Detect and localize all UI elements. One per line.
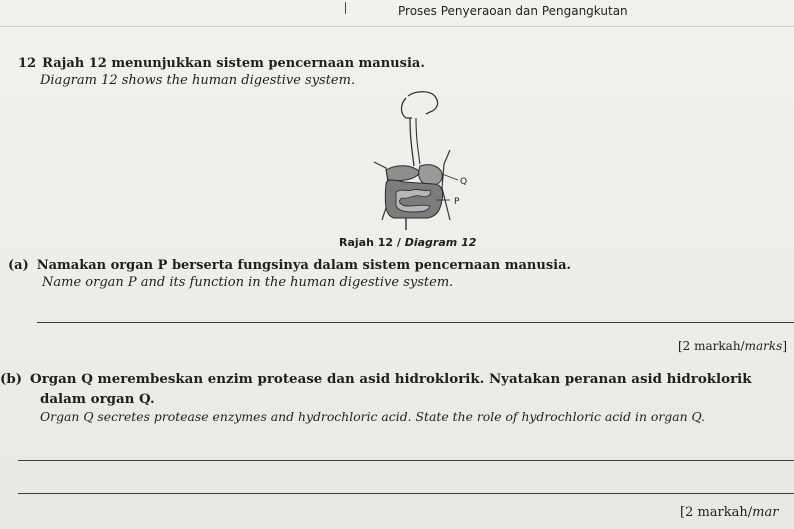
part-a-marks-close: ] <box>782 339 787 353</box>
part-b-answer-line-1[interactable] <box>18 460 794 461</box>
figure-caption-en: Diagram 12 <box>404 236 477 249</box>
mouth-outline <box>402 98 413 118</box>
part-b-marks-ms: [2 markah/ <box>680 505 753 520</box>
page-header <box>0 0 794 27</box>
head-outline <box>408 92 438 114</box>
digestive-system-diagram <box>346 88 506 232</box>
question-title-ms-text: Rajah 12 menunjukkan sistem pencernaan manusia. <box>42 56 425 71</box>
part-b-marks-en: mar <box>752 505 779 520</box>
part-a-answer-line[interactable] <box>37 322 794 323</box>
part-a-marks-en: marks <box>744 339 783 353</box>
part-b-marks <box>680 505 778 520</box>
part-b-answer-line-2[interactable] <box>18 493 794 494</box>
part-b-question-ms-line2: dalam organ Q. <box>40 391 155 407</box>
part-a-marks-ms: [2 markah/ <box>678 339 745 353</box>
figure-caption-ms: Rajah 12 / <box>339 236 405 249</box>
stomach-organ-q <box>419 165 443 186</box>
part-b-question-en: Organ Q secretes protease enzymes and hydrochloric acid. State the role of hydrochloric acid in organ Q. <box>40 409 705 424</box>
liver <box>386 166 420 181</box>
part-a-marks <box>678 339 787 353</box>
part-b-text-ms-line1: Organ Q merembeskan enzim protease dan asid hidroklorik. Nyatakan peranan asid hidroklorik <box>30 371 752 387</box>
header-title: Proses Penyeraoan dan Pengangkutan <box>398 4 628 18</box>
diagram-label-q: Q <box>460 177 468 187</box>
esophagus <box>410 118 414 166</box>
body-right-outline <box>442 150 450 220</box>
part-b-label: (b) <box>0 371 23 387</box>
part-a-text-ms: Namakan organ P berserta fungsinya dalam sistem pencernaan manusia. <box>36 258 572 273</box>
question-number: 12 <box>18 56 37 71</box>
esophagus-inner <box>416 118 420 164</box>
question-title-ms <box>18 56 425 71</box>
pointer-line-q <box>442 174 458 180</box>
question-title-en: Diagram 12 shows the human digestive system. <box>40 73 356 88</box>
part-a-label: (a) <box>8 258 29 273</box>
diagram-label-p: P <box>454 197 460 207</box>
header-divider <box>345 2 346 14</box>
part-a-question-ms <box>8 258 571 273</box>
part-a-question-en: Name organ P and its function in the human digestive system. <box>42 275 454 290</box>
part-b-question-ms-line1 <box>0 371 752 387</box>
figure-caption <box>339 236 476 249</box>
